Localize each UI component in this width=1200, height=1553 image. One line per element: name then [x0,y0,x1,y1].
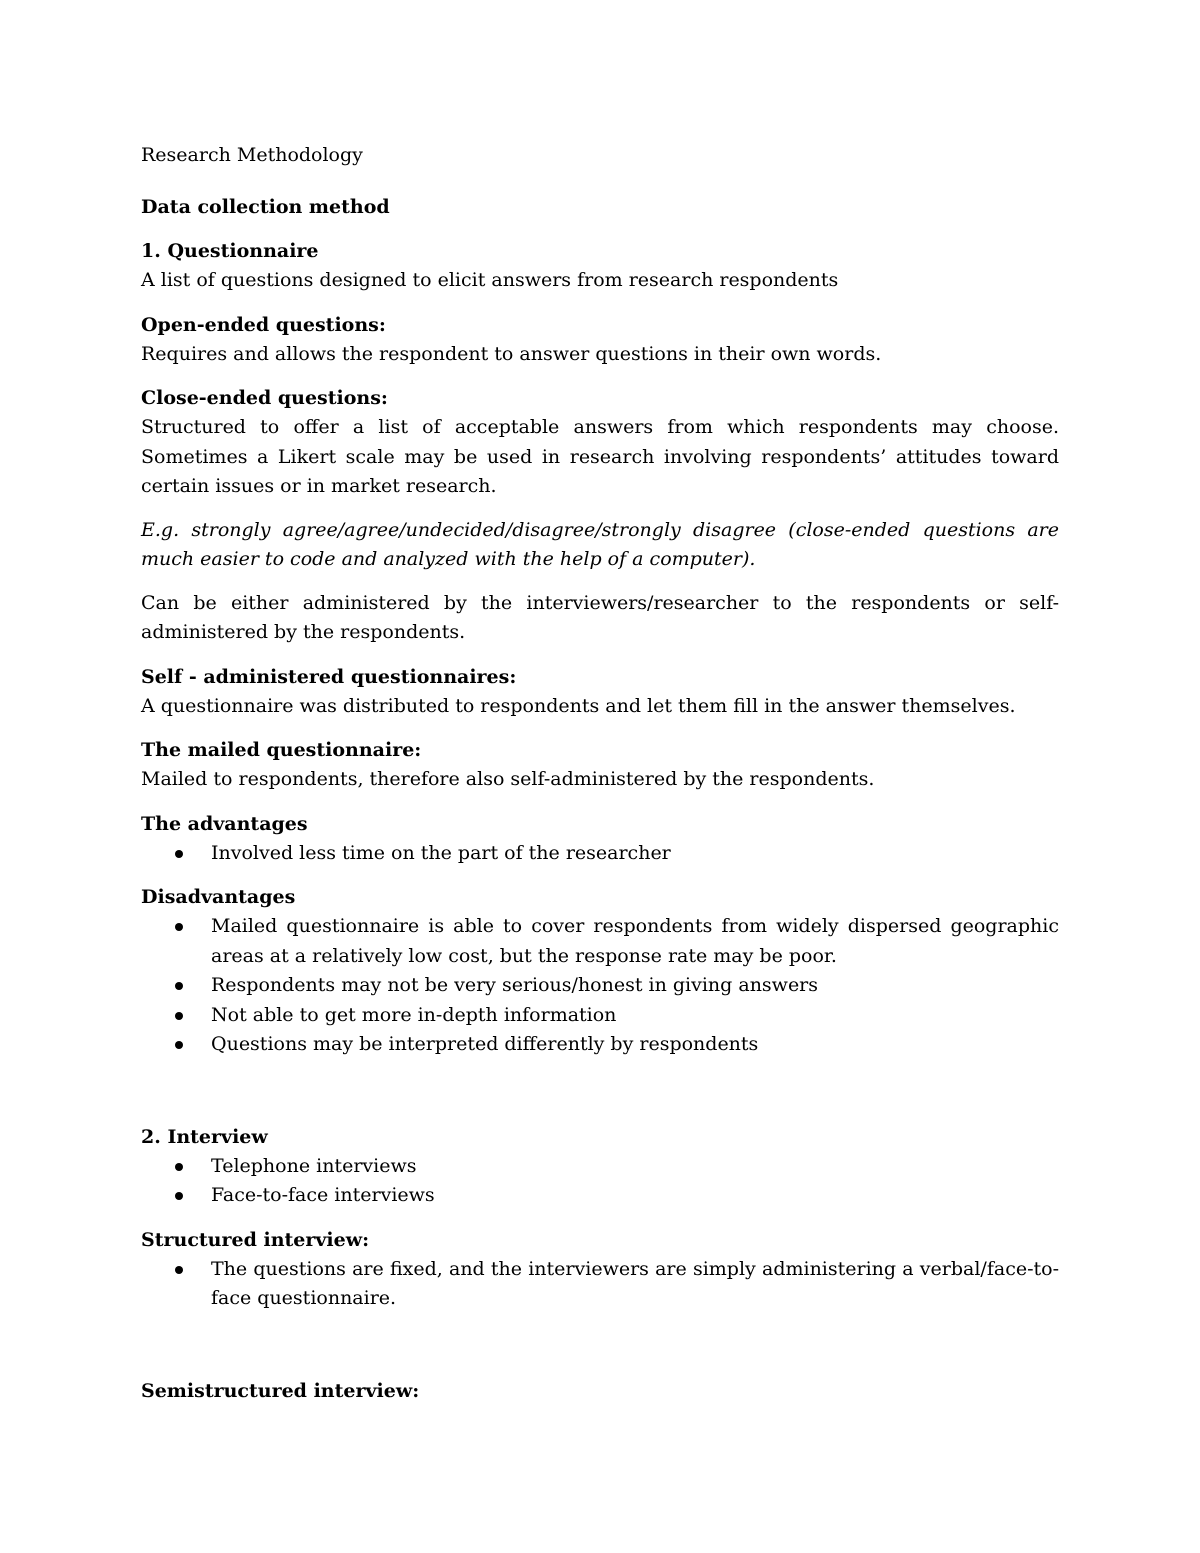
list-item [141,1152,1059,1182]
bullet-icon [175,1163,183,1171]
list-item [141,1030,1059,1060]
list-item-text: Face-to-face interviews [211,1184,435,1206]
questionnaire-heading: 1. Questionnaire [141,240,319,262]
open-ended-text: Requires and allows the respondent to answer questions in their own words. [141,342,882,365]
close-ended-heading: Close-ended questions: [141,387,388,409]
close-ended-text: Structured to offer a list of acceptable answers from which respondents may choose. Sometimes a Likert scale may be used in research involving respondents’ attitudes toward certain issues or in market research. [141,416,1059,497]
disadvantages-list [141,912,1059,1060]
bullet-icon [175,1012,183,1020]
list-item-text: Questions may be interpreted differently by respondents [211,1033,759,1055]
bullet-icon [175,923,183,931]
bullet-icon [175,1041,183,1049]
list-item-text: The questions are fixed, and the interviewers are simply administering a verbal/face-to-face questionnaire. [211,1257,1059,1309]
structured-interview-heading: Structured interview: [141,1228,370,1251]
administration-text: Can be either administered by the interviewers/researcher to the respondents or self-administered by the respondents. [141,591,1059,643]
document-page [141,140,1059,1406]
list-item-text: Not able to get more in-depth information [211,1003,617,1026]
list-item [141,839,1059,869]
advantages-heading: The advantages [141,812,308,835]
bullet-icon [175,1192,183,1200]
example-text: E.g. strongly agree/agree/undecided/disagree/strongly disagree (close-ended questions are much easier to code and analyzed with the help of a computer). [141,518,1059,570]
questionnaire-definition: A list of questions designed to elicit answers from research respondents [141,269,839,291]
semistructured-interview-heading: Semistructured interview: [141,1379,420,1402]
section-heading: Data collection method [141,196,390,218]
spacer [141,1074,1059,1122]
bullet-icon [175,982,183,990]
disadvantages-heading: Disadvantages [141,886,296,908]
self-administered-text: A questionnaire was distributed to respondents and let them fill in the answer themselves. [141,694,1016,717]
document-title: Research Methodology [141,144,363,166]
structured-interview-list [141,1255,1059,1314]
advantages-list [141,839,1059,869]
interview-types-list [141,1152,1059,1211]
list-item [141,1255,1059,1314]
bullet-icon [175,1266,183,1274]
list-item [141,912,1059,971]
list-item [141,1181,1059,1211]
list-item-text: Mailed questionnaire is able to cover respondents from widely dispersed geographic areas at a relatively low cost, but the response rate may be poor. [211,915,1059,967]
bullet-icon [175,850,183,858]
open-ended-heading: Open-ended questions: [141,313,386,336]
list-item [141,971,1059,1001]
spacer [141,1328,1059,1376]
list-item-text: Respondents may not be very serious/honest in giving answers [211,974,819,996]
interview-heading: 2. Interview [141,1125,268,1148]
list-item-text: Telephone interviews [211,1154,417,1177]
mailed-questionnaire-heading: The mailed questionnaire: [141,739,422,761]
self-administered-heading: Self - administered questionnaires: [141,665,517,688]
list-item [141,1001,1059,1031]
mailed-questionnaire-text: Mailed to respondents, therefore also self-administered by the respondents. [141,768,875,790]
list-item-text: Involved less time on the part of the researcher [211,841,671,864]
